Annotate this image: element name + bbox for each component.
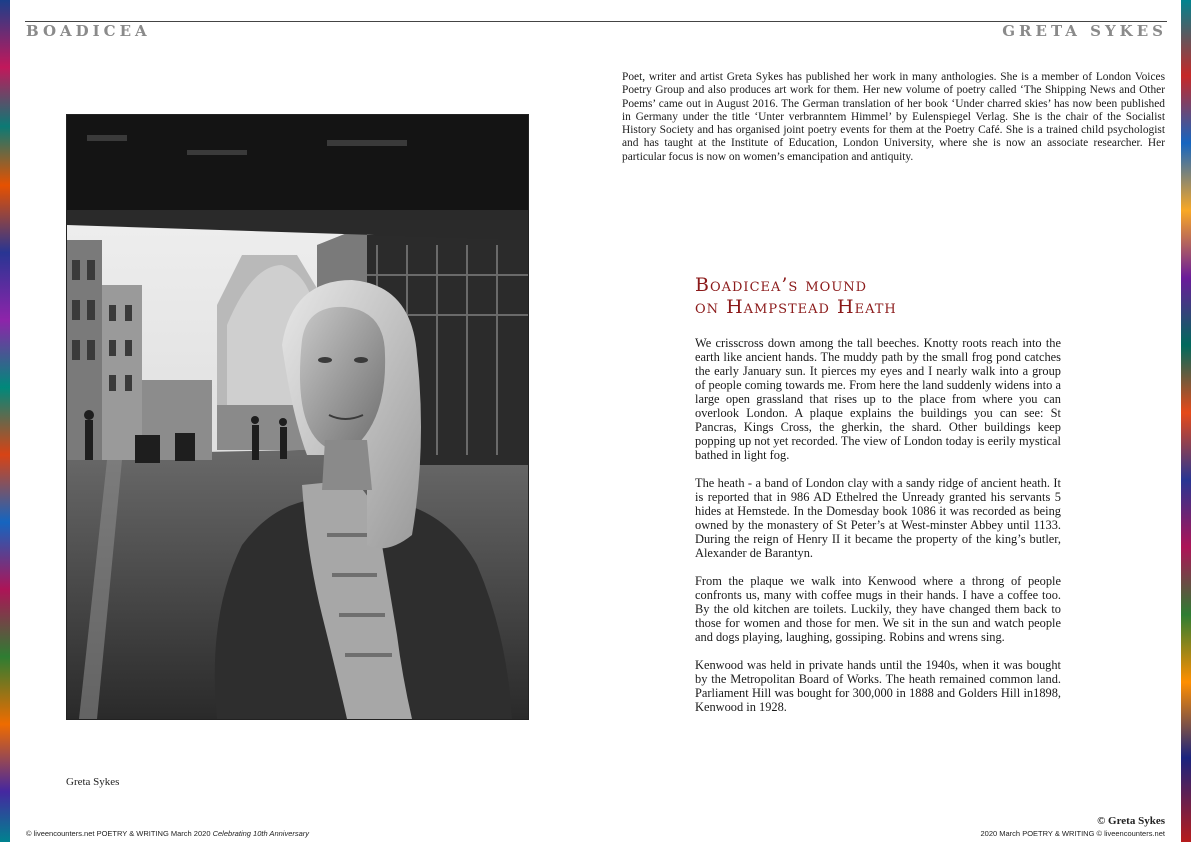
decorative-left-border [0, 0, 10, 842]
footer-left-text: © liveencounters.net POETRY & WRITING March 2020 [26, 829, 211, 838]
article-title-line-1: Boadicea’s mound [695, 274, 868, 296]
article-paragraph: The heath - a band of London clay with a sandy ridge of ancient heath. It is reported that in 986 AD Ethelred the Unready granted his servants 5 hides at Hemstede. In the Domesday book 1086 it was recorded as being owned by the monastery of St Peter’s at West-minster Abbey until 1133. During the reign of Henry II it became the property of the king’s butler, Alexander de Barantyn. [695, 476, 1061, 560]
decorative-right-border [1181, 0, 1191, 842]
copyright-credit: © Greta Sykes [1097, 815, 1165, 827]
footer-right: 2020 March POETRY & WRITING © liveencounters.net [980, 829, 1165, 838]
article-paragraph: Kenwood was held in private hands until the 1940s, when it was bought by the Metropolitan Board of Works. The heath remained common land. Parliament Hill was bought for 300,000 in 1888 and Golders Hill in1898, Kenwood in 1928. [695, 658, 1061, 714]
author-photo [66, 114, 529, 720]
article-title [695, 274, 897, 318]
article-paragraph: We crisscross down among the tall beeches. Knotty roots reach into the earth like ancient hands. The muddy path by the small frog pond catches the early January sun. It pierces my eyes and I nearly walk into a group of people coming towards me. From here the land suddenly widens into a large open grassland that rises up to the place from where you can overlook London. A plaque explains the buildings you can see: St Pancras, Kings Cross, the gherkin, the shard. Other buildings keep popping up not yet recorded. The view of London today is eerily mystical bathed in light fog. [695, 336, 1061, 462]
photo-caption: Greta Sykes [66, 776, 120, 788]
author-header: GRETA SYKES [1002, 22, 1167, 40]
section-title: BOADICEA [26, 22, 151, 40]
footer-left [26, 829, 309, 838]
author-bio: Poet, writer and artist Greta Sykes has published her work in many anthologies. She is a member of London Voices Poetry Group and also produces art work for them. Her new volume of poetry called ‘The Shipping News and Other Poems’ came out in August 2016. The German translation of her book ‘Under charred skies’ has now been published in Germany under the title ‘Unter verbranntem Himmel’ by Eulenspiegel Verlag. She is the chair of the Socialist History Society and has organised joint poetry events for them at the Poetry Café. She is a trained child psychologist and has taught at the Institute of Education, London University, where she is now an associate researcher. Her particular focus is now on women’s emancipation and antiquity. [622, 71, 1165, 163]
article-paragraph: From the plaque we walk into Kenwood where a throng of people confronts us, many with coffee mugs in their hands. I have a coffee too. By the old kitchen are toilets. Luckily, they have changed them back to those for women and those for men. We sit in the sun and watch people and dogs playing, laughing, gossiping. Robins and wrens sing. [695, 574, 1061, 644]
header-divider [25, 21, 1167, 22]
article-title-line-2: on Hampstead Heath [695, 296, 897, 318]
footer-anniversary: Celebrating 10th Anniversary [212, 829, 310, 838]
article-body [695, 336, 1061, 728]
